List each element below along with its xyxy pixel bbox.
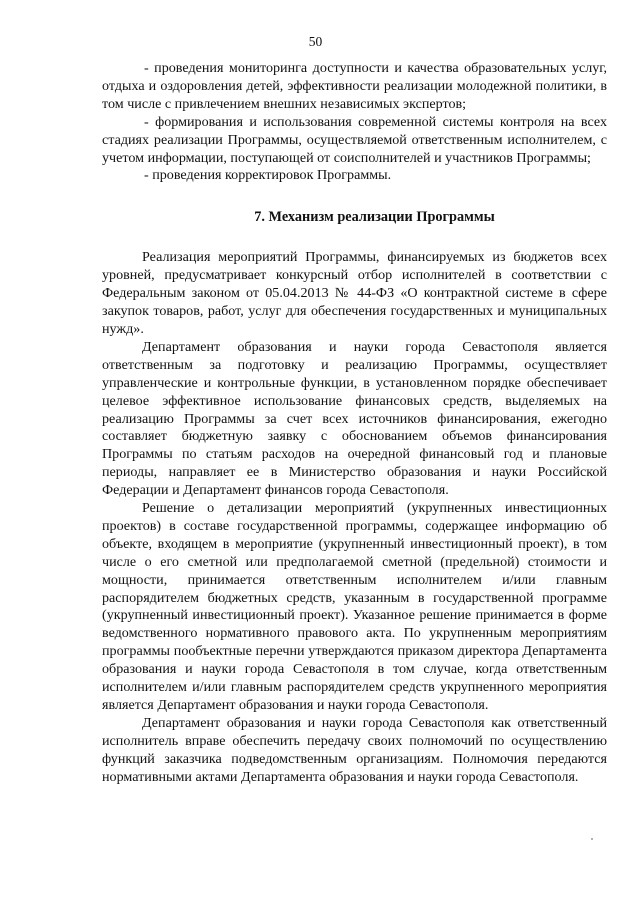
paragraph: Реализация мероприятий Программы, финансируемых из бюджетов всех уровней, предусматривает конкурсный отбор исполнителей в соответствии с Федеральным законом от 05.04.2013 № 44-ФЗ «О контрактной системе в сфере закупок товаров, работ, услуг для обеспечения государственных и муниципальных нужд». [102,249,607,337]
spacer [102,226,607,249]
list-item: - проведения корректировок Программы. [144,167,392,184]
list-item: - проведения мониторинга доступности и качества образовательных услуг, отдыха и оздоровления детей, эффективности реализации молодежной политики, в том числе с привлечением внешних независимых экспертов; [102,60,607,112]
scan-speck [591,838,593,840]
spacer [102,185,607,208]
paragraph: Решение о детализации мероприятий (укрупненных инвестиционных проектов) в составе государственной программы, содержащее информацию об объекте, входящем в мероприятие (укрупненный инвестиционный проект), в том числе о его сметной или предполагаемой сметной (предельной) стоимости и мощности, принимается ответственным исполнителем и/или главным распорядителем бюджетных средств, указанным в государственной программе (укрупненный инвестиционный проект). Указанное решение принимается в форме ведомственного нормативного правового акта. По укрупненным мероприятиям программы пообъектные перечни утверждаются приказом директора Департамента образования и науки города Севастополя в том случае, когда ответственным исполнителем и/или главным распорядителем средств укрупненного мероприятия является Департамент образования и науки города Севастополя. [102,500,607,713]
paragraph: Департамент образования и науки города Севастополя является ответственным за подготовку и реализацию Программы, осуществляет управленческие и контрольные функции, в установленном порядке обеспечивает целевое эффективное использование финансовых средств, выделяемых на реализацию Программы за счет всех источников финансирования, ежегодно составляет бюджетную заявку с обоснованием объемов финансирования Программы по статьям расходов на очередной финансовый год и плановые периоды, направляет ее в Министерство образования и науки Российской Федерации и Департамент финансов города Севастополя. [102,338,607,499]
paragraph: Департамент образования и науки города Севастополя как ответственный исполнитель вправе обеспечить передачу своих полномочий по осуществлению функций заказчика подведомственным организациям. Полномочия передаются нормативными актами Департамента образования и науки города Севастополя. [102,714,607,785]
page-number: 50 [308,34,323,49]
section-title: 7. Механизм реализации Программы [254,209,495,226]
list-item: - формирования и использования современной системы контроля на всех стадиях реализации Программы, осуществляемой ответственным исполнителем, с учетом информации, поступающей от соисполнителей и участников Программы; [102,113,607,166]
page-content [102,60,607,787]
